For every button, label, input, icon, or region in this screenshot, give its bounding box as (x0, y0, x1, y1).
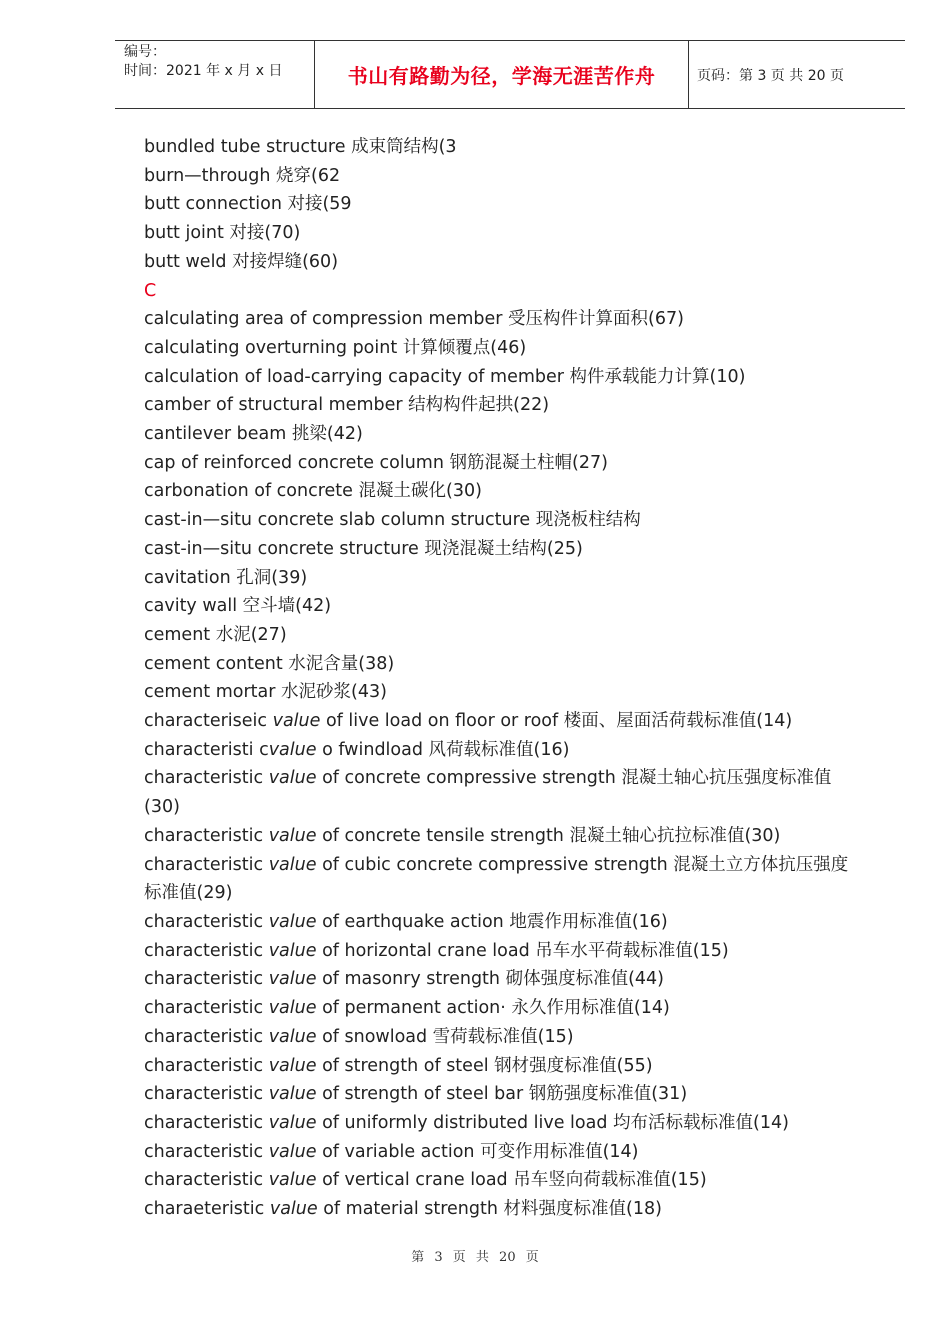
glossary-entry: cavitation 孔洞(39) (144, 567, 308, 588)
page-footer (0, 1246, 950, 1265)
header-meta (115, 41, 315, 108)
glossary-entry: calculating area of compression member 受压构件计算面积(67) (144, 309, 684, 330)
glossary-entry: characteristic value of concrete compressive strength 混凝土轴心抗压强度标准值(30) (144, 768, 832, 818)
glossary-entry: butt weld 对接焊缝(60) (144, 251, 339, 272)
glossary-list (144, 133, 864, 1224)
footer-page-number: 第 3 页 共 20 页 (411, 1250, 539, 1265)
section-letter-heading: C (144, 280, 157, 301)
glossary-entry: calculation of load-carrying capacity of member 构件承载能力计算(10) (144, 366, 746, 387)
glossary-entry: butt connection 对接(59 (144, 194, 352, 215)
glossary-entry: characteristic value of strength of steel bar 钢筋强度标准值(31) (144, 1084, 688, 1105)
glossary-entry: cement mortar 水泥砂浆(43) (144, 682, 387, 703)
page-header (115, 40, 905, 109)
glossary-entry: characteristic value of masonry strength 砌体强度标准值(44) (144, 969, 664, 990)
glossary-entry: cantilever beam 挑梁(42) (144, 424, 363, 445)
header-motto-cell (315, 41, 689, 108)
glossary-entry: carbonation of concrete 混凝土碳化(30) (144, 481, 482, 502)
glossary-entry: characteristic value of permanent action· 永久作用标准值(14) (144, 998, 670, 1019)
glossary-entry: butt joint 对接(70) (144, 223, 301, 244)
glossary-entry: characteristic value of cubic concrete compressive strength 混凝土立方体抗压强度标准值(29) (144, 854, 849, 904)
glossary-entry: characteristi cvalue o fwindload 风荷载标准值(16) (144, 739, 570, 760)
header-page-info: 页码：第 3 页 共 20 页 (697, 67, 844, 84)
header-motto: 书山有路勤为径，学海无涯苦作舟 (347, 64, 656, 88)
glossary-entry: cement content 水泥含量(38) (144, 653, 395, 674)
glossary-entry: characteristic value of earthquake action 地震作用标准值(16) (144, 911, 668, 932)
glossary-entry: camber of structural member 结构构件起拱(22) (144, 395, 550, 416)
glossary-entry: cast-in—situ concrete structure 现浇混凝土结构(25) (144, 538, 583, 559)
time-label: 时间：2021 年 x 月 x 日 (124, 63, 283, 79)
glossary-entry: characteristic value of strength of steel 钢材强度标准值(55) (144, 1055, 653, 1076)
glossary-entry: cast-in—situ concrete slab column structure 现浇板柱结构 (144, 510, 641, 531)
glossary-entry: characteristic value of concrete tensile strength 混凝土轴心抗拉标准值(30) (144, 825, 781, 846)
glossary-entry: calculating overturning point 计算倾覆点(46) (144, 337, 527, 358)
glossary-entry: cavity wall 空斗墙(42) (144, 596, 332, 617)
number-label: 编号： (124, 44, 166, 60)
glossary-entry: cement 水泥(27) (144, 624, 287, 645)
glossary-entry: characteristic value of variable action 可变作用标准值(14) (144, 1141, 639, 1162)
header-page-info-cell (689, 41, 905, 108)
glossary-entry: characteristic value of vertical crane load 吊车竖向荷载标准值(15) (144, 1170, 707, 1191)
glossary-entry: characteristic value of uniformly distributed live load 均布活标载标准值(14) (144, 1112, 789, 1133)
glossary-entry: characteristic value of horizontal crane load 吊车水平荷载标准值(15) (144, 940, 729, 961)
glossary-entry: charaeteristic value of material strength 材料强度标准值(18) (144, 1199, 662, 1220)
glossary-entry: characteriseic value of live load on floor or roof 楼面、屋面活荷载标准值(14) (144, 711, 793, 732)
glossary-entry: burn—through 烧穿(62 (144, 165, 341, 186)
glossary-entry: bundled tube structure 成束筒结构(3 (144, 137, 457, 157)
glossary-entry: characteristic value of snowload 雪荷载标准值(15) (144, 1026, 574, 1047)
glossary-entry: cap of reinforced concrete column 钢筋混凝土柱帽(27) (144, 452, 608, 473)
